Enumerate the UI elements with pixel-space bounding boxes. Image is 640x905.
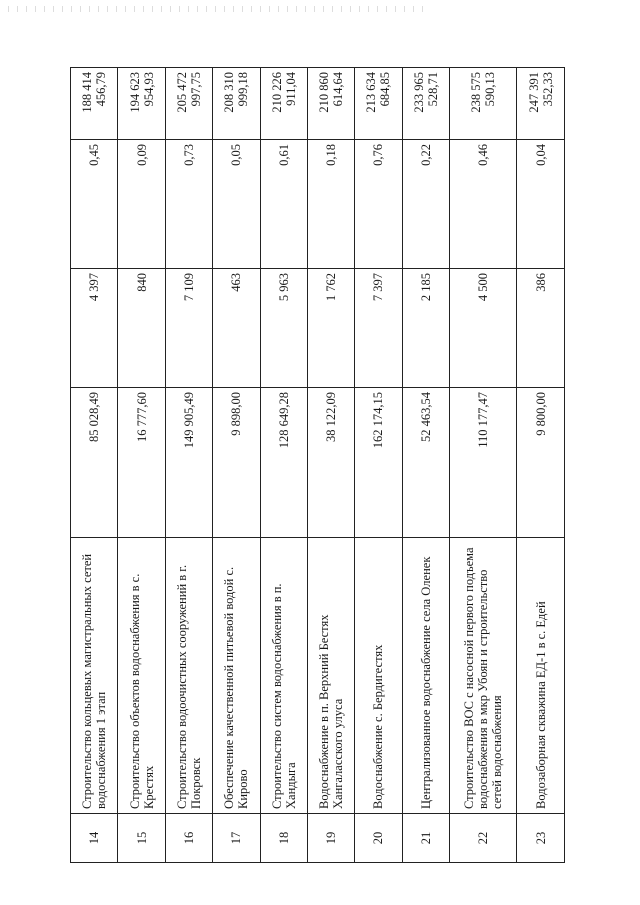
table-row [517,68,565,863]
cumulative-total: 205 472 997,75 [165,68,212,140]
cumulative-total: 208 310 999,18 [213,68,260,140]
project-cost: 85 028,49 [71,388,118,538]
row-number: 17 [213,814,260,863]
cumulative-total: 233 965 528,71 [402,68,449,140]
ratio-value: 0,05 [213,140,260,269]
cumulative-total: 188 414 456,79 [71,68,118,140]
population-served: 463 [213,269,260,388]
population-served: 5 963 [260,269,307,388]
project-name: Строительство объектов водоснабжения в с. Крестях [118,538,165,814]
cumulative-total: 213 634 684,85 [355,68,402,140]
ratio-value: 0,46 [450,140,517,269]
population-served: 7 397 [355,269,402,388]
ratio-value: 0,09 [118,140,165,269]
row-number: 22 [450,814,517,863]
table-row [165,68,212,863]
project-name: Строительство водоочистных сооружений в г. Покровск [165,538,212,814]
ratio-value: 0,61 [260,140,307,269]
population-served: 840 [118,269,165,388]
project-name: Водоснабжение с. Бердигестях [355,538,402,814]
population-served: 2 185 [402,269,449,388]
project-name: Водоснабжение в п. Верхний Бестях Хангаласского улуса [307,538,354,814]
ratio-value: 0,22 [402,140,449,269]
table-row [213,68,260,863]
project-name: Строительство кольцевых магистральных сетей водоснабжения 1 этап [71,538,118,814]
population-served: 1 762 [307,269,354,388]
row-number: 23 [517,814,565,863]
project-cost: 149 905,49 [165,388,212,538]
population-served: 7 109 [165,269,212,388]
ratio-value: 0,76 [355,140,402,269]
population-served: 4 397 [71,269,118,388]
scan-artifact [8,6,428,12]
project-cost: 9 898,00 [213,388,260,538]
population-served: 4 500 [450,269,517,388]
cumulative-total: 238 575 590,13 [450,68,517,140]
project-cost: 162 174,15 [355,388,402,538]
project-cost: 9 800,00 [517,388,565,538]
table-row [260,68,307,863]
project-cost: 16 777,60 [118,388,165,538]
project-cost: 38 122,09 [307,388,354,538]
project-cost: 110 177,47 [450,388,517,538]
water-supply-projects-table [70,67,565,863]
table-row [307,68,354,863]
project-cost: 128 649,28 [260,388,307,538]
ratio-value: 0,18 [307,140,354,269]
row-number: 18 [260,814,307,863]
table-row [450,68,517,863]
cumulative-total: 210 860 614,64 [307,68,354,140]
row-number: 20 [355,814,402,863]
row-number: 14 [71,814,118,863]
cumulative-total: 194 623 954,93 [118,68,165,140]
project-name: Водозаборная скважина ЕД-1 в с. Едей [517,538,565,814]
project-cost: 52 463,54 [402,388,449,538]
population-served: 386 [517,269,565,388]
table-row [118,68,165,863]
project-name: Строительство систем водоснабжения в п. Хандыга [260,538,307,814]
table-row [402,68,449,863]
cumulative-total: 247 391 352,33 [517,68,565,140]
row-number: 21 [402,814,449,863]
project-name: Обеспечение качественной питьевой водой с. Кирово [213,538,260,814]
cumulative-total: 210 226 911,04 [260,68,307,140]
project-name: Строительство ВОС с насосной первого подъема водоснабжения в мкр Убоян и строительство сетей водоснабжения [450,538,517,814]
rotated-table-container [70,67,565,863]
ratio-value: 0,45 [71,140,118,269]
row-number: 15 [118,814,165,863]
table-row [71,68,118,863]
row-number: 16 [165,814,212,863]
project-name: Централизованное водоснабжение села Оленек [402,538,449,814]
ratio-value: 0,73 [165,140,212,269]
table-row [355,68,402,863]
row-number: 19 [307,814,354,863]
ratio-value: 0,04 [517,140,565,269]
